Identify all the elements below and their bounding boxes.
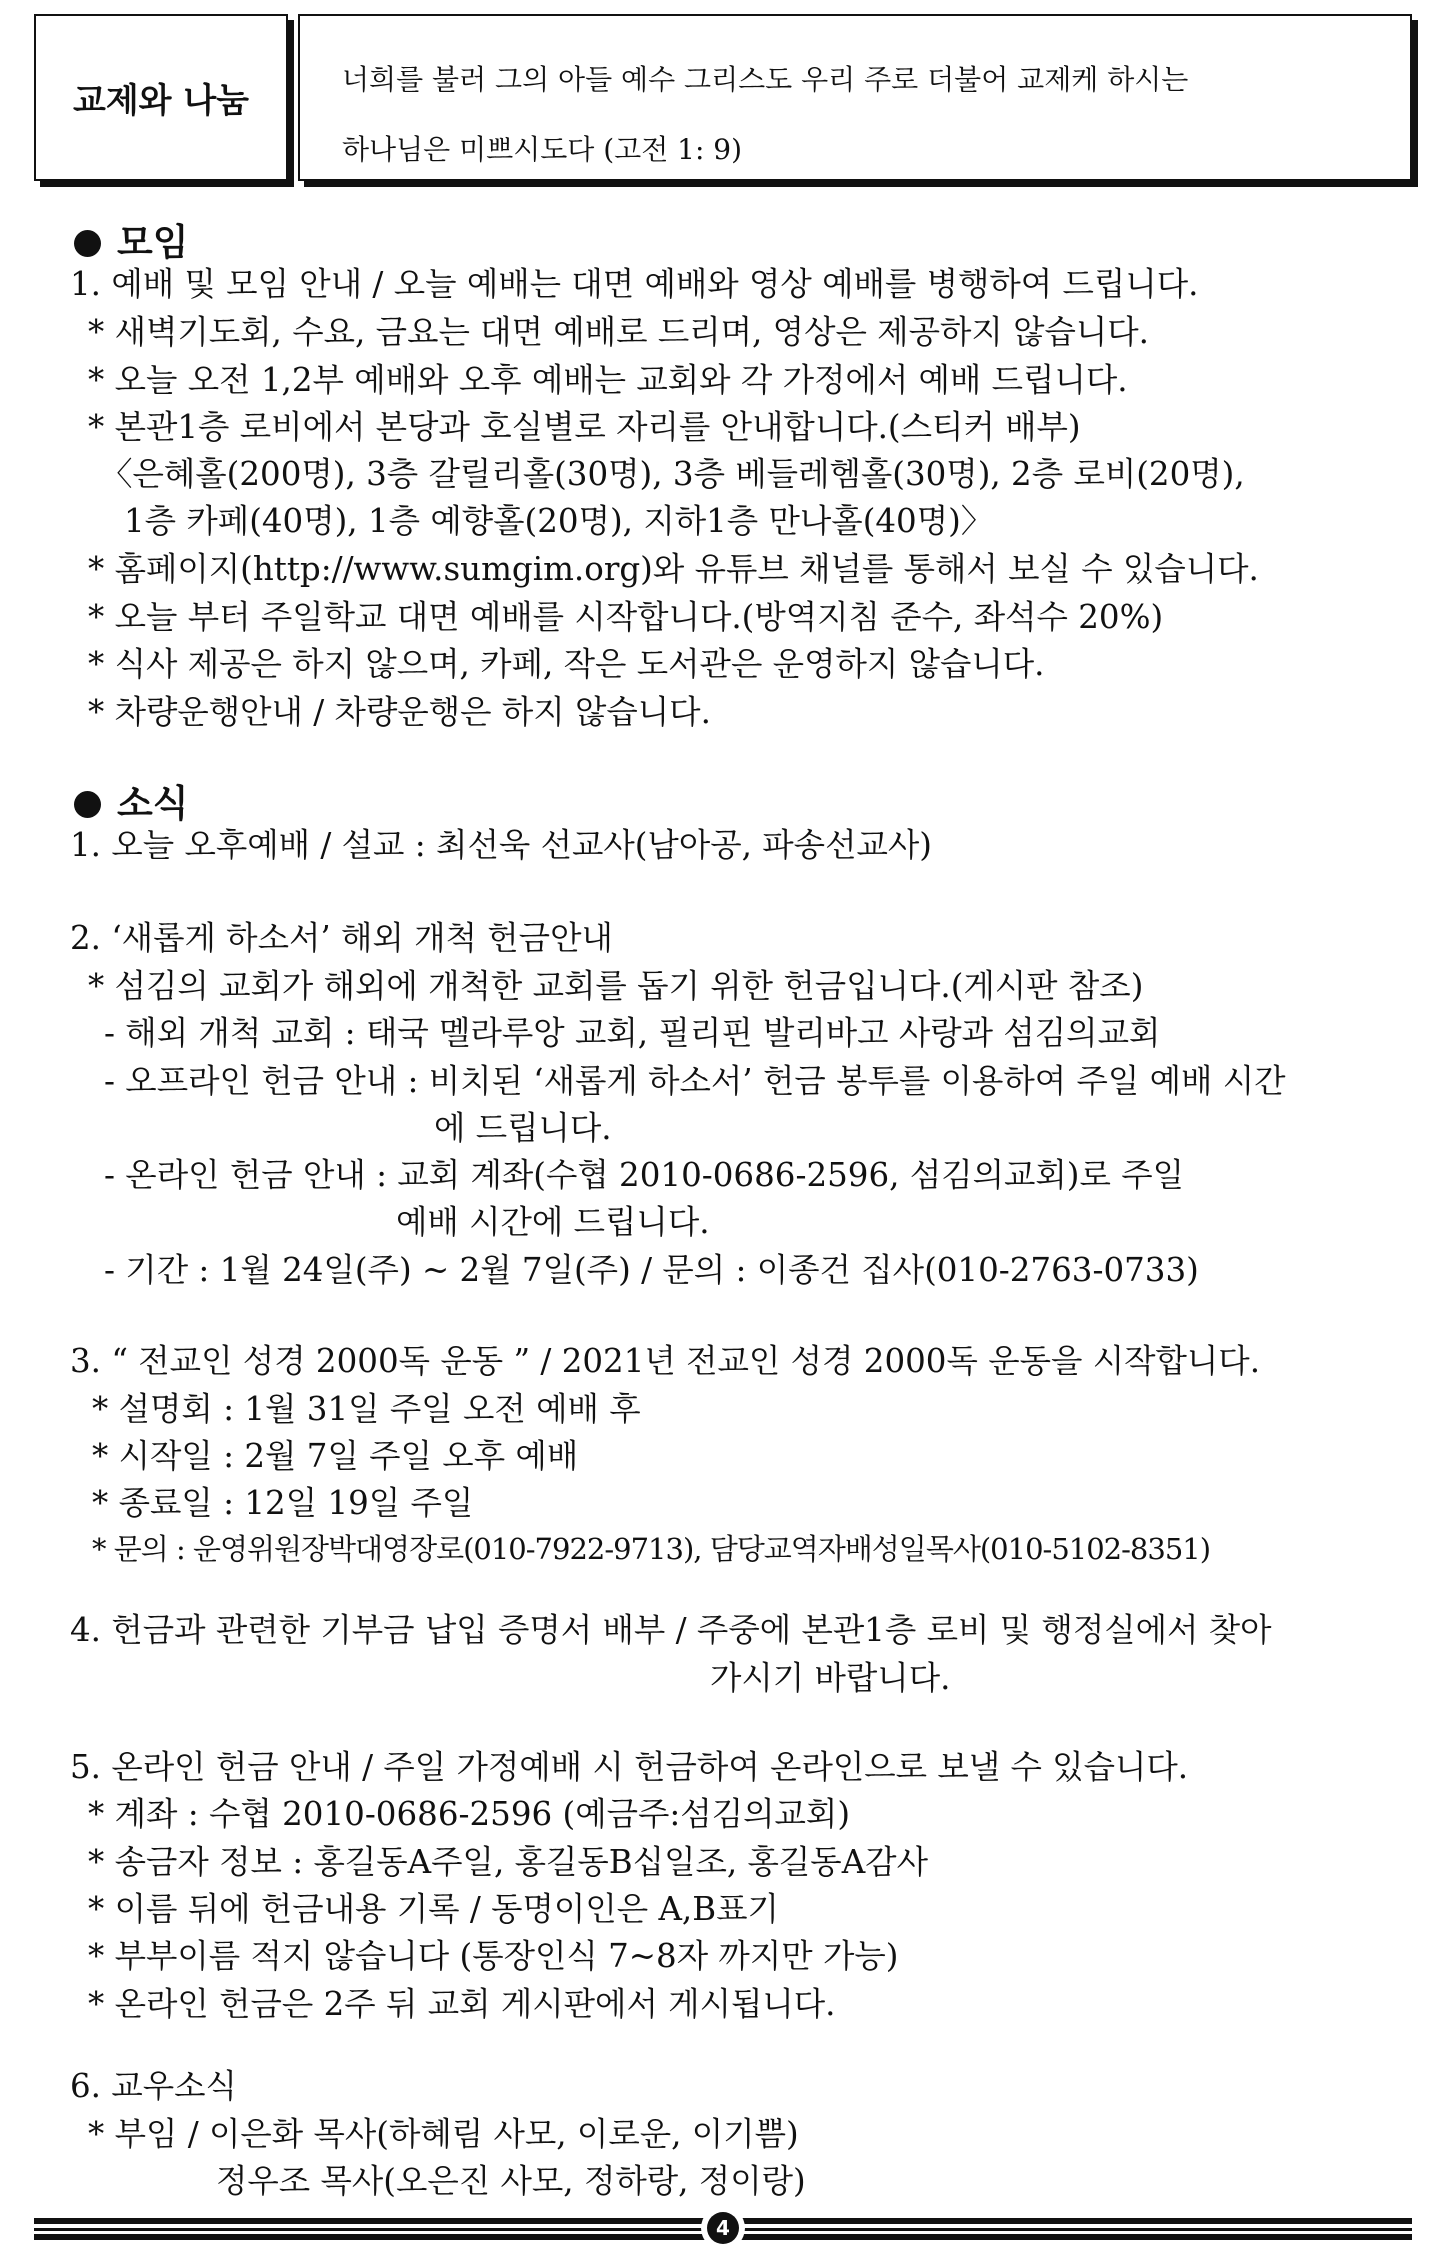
notice-line: 3. “ 전교인 성경 2000독 운동 ” / 2021년 전교인 성경 2000독 운동을 시작합니다. [70, 1342, 1261, 1380]
bible-verse-box [298, 14, 1412, 181]
notice-line: * 계좌 : 수협 2010-0686-2596 (예금주:섬김의교회) [88, 1795, 850, 1833]
notice-line: * 오늘 부터 주일학교 대면 예배를 시작합니다.(방역지침 준수, 좌석수 20%) [88, 598, 1164, 636]
notice-line: * 온라인 헌금은 2주 뒤 교회 게시판에서 게시됩니다. [88, 1985, 836, 2023]
bullet-circle-icon [74, 791, 101, 818]
notice-line: 4. 헌금과 관련한 기부금 납입 증명서 배부 / 주중에 본관1층 로비 및 행정실에서 찾아 [70, 1611, 1272, 1649]
notice-line: * 종료일 : 12일 19일 주일 [92, 1484, 474, 1522]
notice-line: * 부부이름 적지 않습니다 (통장인식 7~8자 까지만 가능) [88, 1937, 899, 1975]
section-heading-gathering: 모임 [74, 212, 188, 266]
notice-line: 정우조 목사(오은진 사모, 정하랑, 정이랑) [216, 2162, 806, 2200]
notice-line: 1. 예배 및 모임 안내 / 오늘 예배는 대면 예배와 영상 예배를 병행하여 드립니다. [70, 265, 1199, 303]
notice-line: 2. ‘새롭게 하소서’ 해외 개척 헌금안내 [70, 919, 613, 957]
notice-line: - 오프라인 헌금 안내 : 비치된 ‘새롭게 하소서’ 헌금 봉투를 이용하여 주일 예배 시간 [104, 1062, 1286, 1100]
notice-line: 가시기 바랍니다. [710, 1659, 951, 1697]
notice-line: * 식사 제공은 하지 않으며, 카페, 작은 도서관은 운영하지 않습니다. [88, 645, 1045, 683]
notice-line: 1층 카페(40명), 1층 예향홀(20명), 지하1층 만나홀(40명)〉 [124, 502, 994, 540]
section-label: 교제와 나눔 [72, 81, 250, 121]
notice-line: * 송금자 정보 : 홍길동A주일, 홍길동B십일조, 홍길동A감사 [88, 1843, 928, 1881]
notice-line: * 섬김의 교회가 해외에 개척한 교회를 돕기 위한 헌금입니다.(게시판 참조) [88, 967, 1144, 1005]
notice-line: 6. 교우소식 [70, 2067, 237, 2105]
notice-line: * 시작일 : 2월 7일 주일 오후 예배 [92, 1437, 579, 1475]
notice-line: 예배 시간에 드립니다. [396, 1203, 710, 1241]
notice-line: * 이름 뒤에 헌금내용 기록 / 동명이인은 A,B표기 [88, 1890, 779, 1928]
notice-line: * 새벽기도회, 수요, 금요는 대면 예배로 드리며, 영상은 제공하지 않습니다. [88, 313, 1150, 351]
page-footer [34, 2218, 1412, 2238]
notice-line: * 설명회 : 1월 31일 주일 오전 예배 후 [92, 1390, 641, 1428]
bullet-circle-icon [74, 230, 101, 257]
notice-line: - 해외 개척 교회 : 태국 멜라루앙 교회, 필리핀 발리바고 사랑과 섬김의교회 [104, 1014, 1161, 1052]
bible-verse-line: 너희를 불러 그의 아들 예수 그리스도 우리 주로 더불어 교제케 하시는 [342, 63, 1189, 96]
notice-line: * 홈페이지(http://www.sumgim.org)와 유튜브 채널를 통해서 보실 수 있습니다. [88, 550, 1259, 588]
notice-line: * 오늘 오전 1,2부 예배와 오후 예배는 교회와 각 가정에서 예배 드립니다. [88, 361, 1128, 399]
bible-verse-line: 하나님은 미쁘시도다 (고전 1: 9) [342, 133, 743, 166]
notice-line: * 차량운행안내 / 차량운행은 하지 않습니다. [88, 693, 711, 731]
notice-line: - 온라인 헌금 안내 : 교회 계좌(수협 2010-0686-2596, 섬김의교회)로 주일 [104, 1156, 1184, 1194]
notice-line: * 문의 : 운영위원장박대영장로(010-7922-9713), 담당교역자배성일목사(010-5102-8351) [92, 1532, 1211, 1566]
notice-line: - 기간 : 1월 24일(주) ~ 2월 7일(주) / 문의 : 이종건 집사(010-2763-0733) [104, 1251, 1199, 1289]
notice-line: * 본관1층 로비에서 본당과 호실별로 자리를 안내합니다.(스티커 배부) [88, 408, 1081, 446]
notice-line: 5. 온라인 헌금 안내 / 주일 가정예배 시 헌금하여 온라인으로 보낼 수 있습니다. [70, 1748, 1189, 1786]
notice-line: 에 드립니다. [434, 1109, 612, 1147]
notice-line: * 부임 / 이은화 목사(하혜림 사모, 이로운, 이기쁨) [88, 2115, 799, 2153]
notice-line: 1. 오늘 오후예배 / 설교 : 최선욱 선교사(남아공, 파송선교사) [70, 826, 932, 864]
page-number: 4 [707, 2212, 739, 2244]
section-label-box [34, 14, 288, 181]
section-heading-news: 소식 [74, 773, 188, 827]
notice-line: 〈은혜홀(200명), 3층 갈릴리홀(30명), 3층 베들레헴홀(30명), 2층 로비(20명), [100, 455, 1245, 493]
